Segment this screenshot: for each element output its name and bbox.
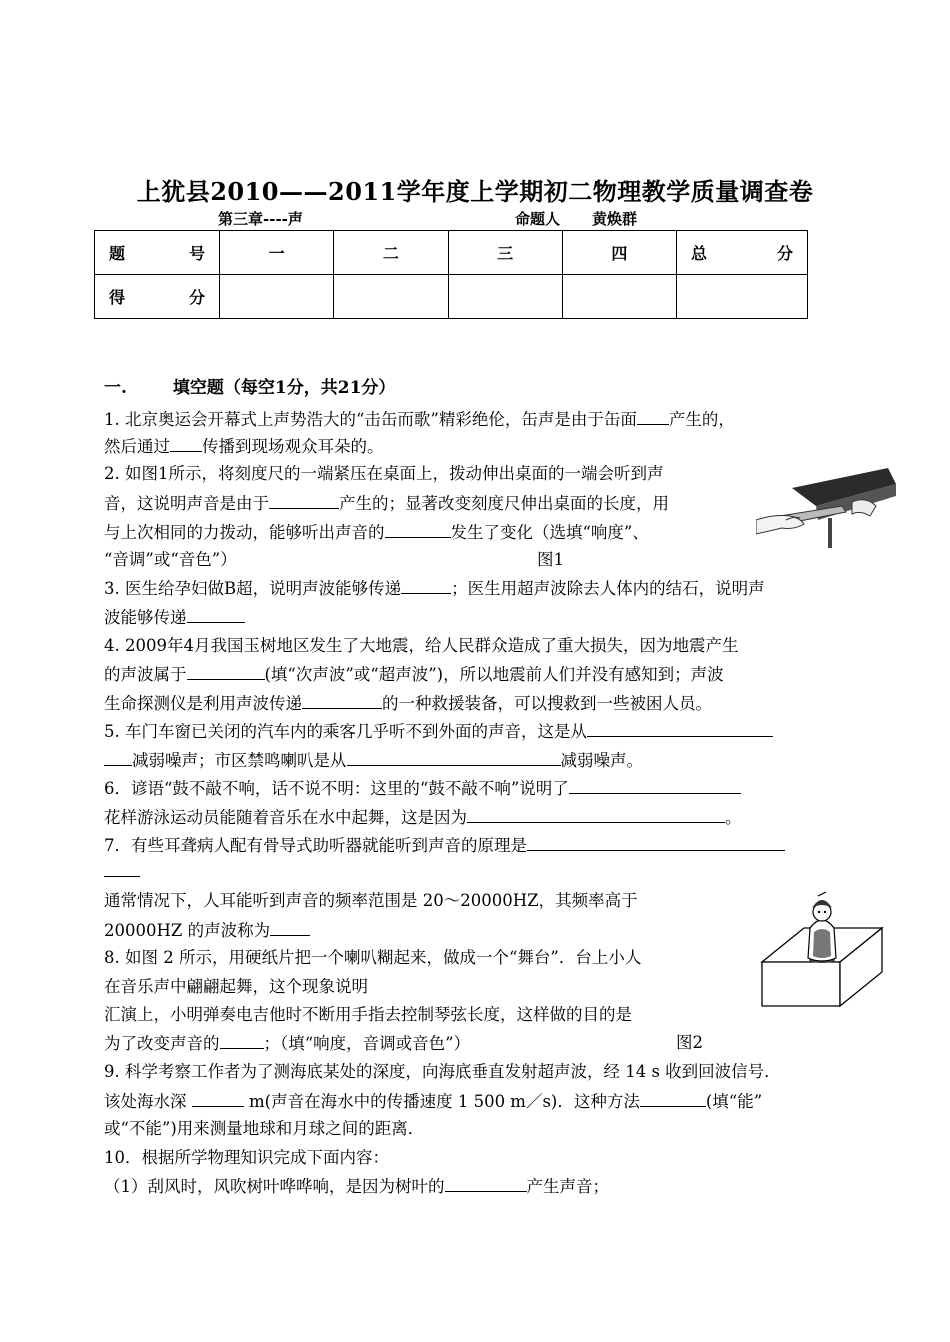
figure1-ruler-on-table-image [756,462,898,550]
score-cell[interactable] [220,275,334,319]
answer-blank[interactable] [467,802,725,823]
q7-line3: 通常情况下，人耳能听到声音的频率范围是 20～20000HZ，其频率高于 [104,891,638,910]
q4-line2: 的声波属于 (填“次声波”或“超声波”)，所以地震前人们并没有感知到；声波 [104,659,724,690]
q10-line2: （1）刮风时，风吹树叶哗哗响，是因为树叶的 产生声音； [104,1171,609,1202]
section1-heading: 一. 填空题（每空1分，共21分） [104,378,396,398]
q8-line1: 8. 如图 2 所示，用硬纸片把一个喇叭糊起来，做成一个“舞台”．台上小人 [104,948,642,967]
answer-blank[interactable] [569,773,741,794]
q2-line4: “音调”或“音色”） [104,550,237,569]
score-cell[interactable] [448,275,562,319]
score-col-4: 四 [562,231,676,275]
answer-blank[interactable] [347,745,561,766]
answer-blank[interactable] [187,659,265,680]
q9-line2: 该处海水深 m(声音在海水中的传播速度 1 500 m／s)．这种方法 (填“能” [104,1086,762,1117]
q3-line1: 3. 医生给孕妇做B超，说明声波能够传递 ；医生用超声波除去人体内的结石，说明声 [104,573,765,604]
answer-blank[interactable] [445,1171,527,1192]
q3-line2: 波能够传递 [104,602,245,633]
score-total-label: 总 分 [677,231,808,275]
answer-blank[interactable] [104,868,140,877]
answer-blank[interactable] [368,972,398,992]
answer-blank[interactable] [302,688,382,709]
answer-blank[interactable] [270,915,310,936]
q7-line1: 7．有些耳聋病人配有骨导式助听器就能听到声音的原理是 [104,830,785,861]
score-col-3: 三 [448,231,562,275]
q2-line3: 与上次相同的力拨动，能够听出声音的 发生了变化（选填“响度”、 [104,517,649,548]
answer-blank[interactable] [192,1086,244,1107]
figure1-caption: 图1 [537,550,564,569]
score-cell[interactable] [562,275,676,319]
figure2-dancer-on-stage-image [760,888,884,1012]
answer-blank[interactable] [637,404,669,425]
q1-line1: 1. 北京奥运会开幕式上声势浩大的“击缶而歌”精彩绝伦，缶声是由于缶面 产生的， [104,404,735,435]
q4-line3: 生命探测仪是利用声波传递 的一种救援装备，可以搜救到一些被困人员。 [104,688,712,719]
q1-line2: 然后通过 传播到现场观众耳朵的。 [104,431,384,462]
answer-blank[interactable] [587,716,773,737]
score-table [94,230,808,319]
q6-line1: 6．谚语“鼓不敲不响，话不说不明：这里的“鼓不敲不响”说明了 [104,773,741,804]
author-label: 命题人 [515,210,561,228]
chapter-label: 第三章----声 [218,210,303,228]
q8-line2: 在音乐声中翩翩起舞，这个现象说明 [104,972,398,1002]
answer-blank[interactable] [187,602,245,623]
answer-blank[interactable] [269,488,339,509]
score-cell[interactable] [334,275,448,319]
score-row-label-number: 题 号 [95,231,220,275]
q2-line1: 2. 如图1所示，将刻度尺的一端紧压在桌面上，拨动伸出桌面的一端会听到声 [104,464,664,483]
q5-line1: 5. 车门车窗已关闭的汽车内的乘客几乎听不到外面的声音，这是从 [104,716,773,747]
answer-blank[interactable] [220,1028,264,1049]
score-row-label-score: 得 分 [95,275,220,319]
answer-blank[interactable] [385,517,451,538]
q4-line1: 4. 2009年4月我国玉树地区发生了大地震，给人民群众造成了重大损失，因为地震产生 [104,636,739,655]
q8-line3: 汇演上，小明弹奏电吉他时不断用手指去控制琴弦长度，这样做的目的是 [104,1005,632,1024]
q9-line3: 或“不能”)用来测量地球和月球之间的距离． [104,1119,425,1138]
author-name: 黄焕群 [592,210,638,228]
score-col-1: 一 [220,231,334,275]
score-cell-total[interactable] [677,275,808,319]
q8-line4: 为了改变声音的 ；（填“响度，音调或音色”） [104,1028,470,1059]
q10-line1: 10．根据所学物理知识完成下面内容： [104,1148,389,1167]
figure2-caption: 图2 [676,1033,703,1052]
page-title: 上犹县2010——2011学年度上学期初二物理教学质量调查卷 [136,177,814,206]
q9-line1: 9. 科学考察工作者为了测海底某处的深度，向海底垂直发射超声波，经 14 s 收到回波信号． [104,1062,781,1081]
answer-blank[interactable] [640,1086,706,1107]
q5-line2: 减弱噪声；市区禁鸣喇叭是从 减弱噪声。 [104,745,643,776]
score-col-2: 二 [334,231,448,275]
answer-blank[interactable] [104,745,132,766]
q6-line2: 花样游泳运动员能随着音乐在水中起舞，这是因为 。 [104,802,742,833]
q2-line2: 音，这说明声音是由于 产生的；显著改变刻度尺伸出桌面的长度，用 [104,488,669,519]
answer-blank[interactable] [170,431,202,452]
answer-blank[interactable] [401,573,451,594]
answer-blank[interactable] [527,830,785,851]
q7-line4: 20000HZ 的声波称为 [104,915,310,946]
